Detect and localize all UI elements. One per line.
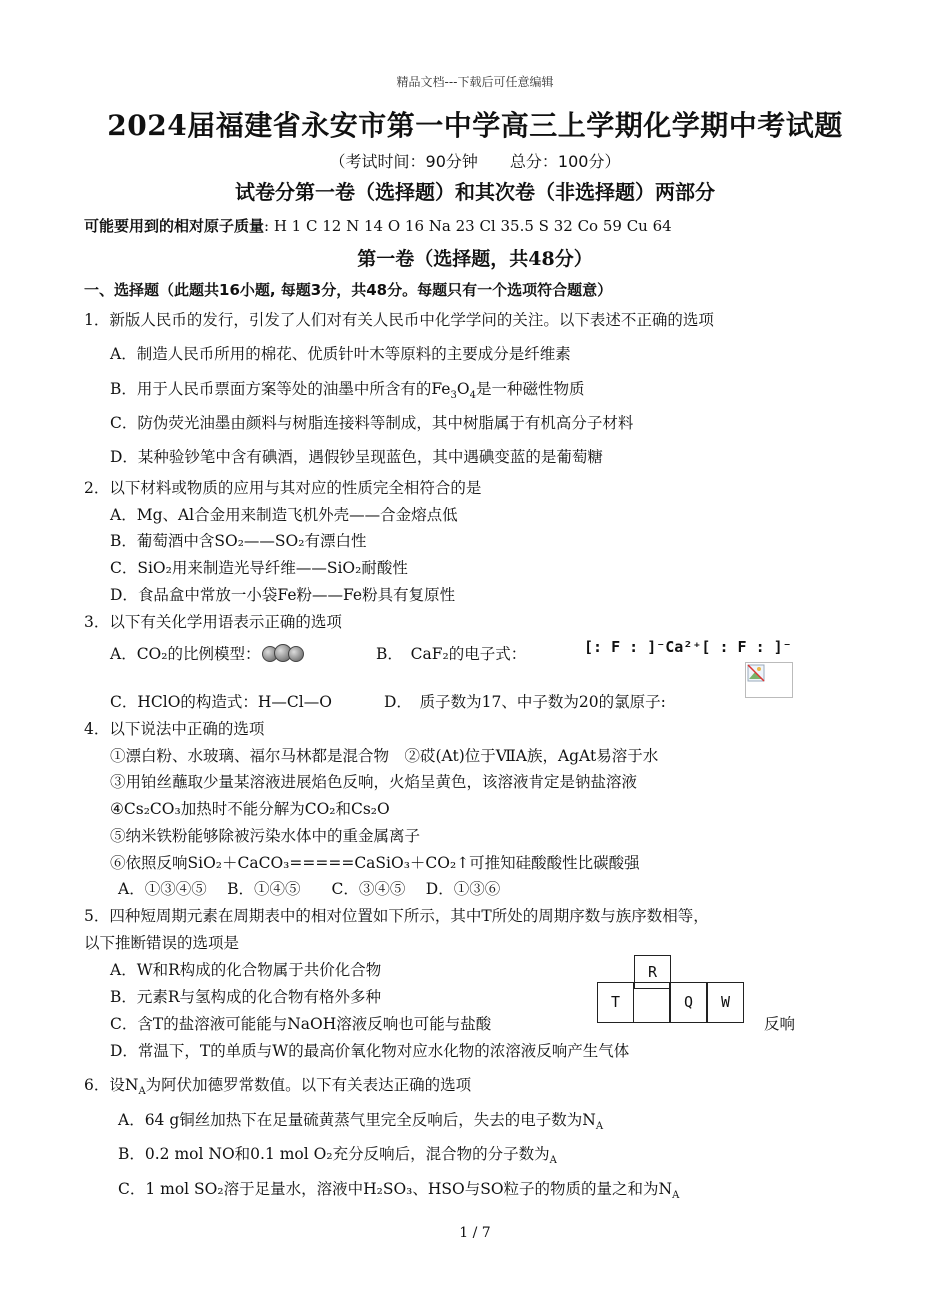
volume-title: 第一卷（选择题，共48分） (357, 248, 593, 270)
atomic-masses-label: 可能要用到的相对原子质量 (84, 217, 265, 235)
atomic-masses (84, 215, 672, 236)
q4-statement-4: ④Cs₂CO₃加热时不能分解为CO₂和Cs₂O (110, 800, 390, 818)
atomic-masses-values: : H 1 C 12 N 14 O 16 Na 23 Cl 35.5 S 32 Co 59 Cu 64 (264, 217, 672, 235)
cell-empty (633, 982, 670, 1023)
q2-option-b: B．葡萄酒中含SO₂——SO₂有漂白性 (110, 532, 367, 550)
q3-option-a (110, 642, 304, 666)
exam-time: （考试时间：90分钟 总分：100分） (329, 152, 621, 171)
q6-b-text: B．0.2 mol NO和0.1 mol O₂充分反响后，混合物的分子数为 (118, 1145, 550, 1163)
q1-option-d: D．某种验钞笔中含有碘酒，遇假钞呈现蓝色，其中遇碘变蓝的是葡萄糖 (110, 448, 603, 466)
cell-t: T (597, 982, 634, 1023)
q6-stem-post: 为阿伏加德罗常数值。以下有关表达正确的选项 (145, 1076, 472, 1094)
q1-b-post: 是一种磁性物质 (475, 380, 585, 398)
q6-option-a (118, 1108, 603, 1132)
q3-stem: 3．以下有关化学用语表示正确的选项 (84, 613, 342, 631)
caf2-electron-formula: [: F : ]⁻Ca²⁺[ : F : ]⁻ (584, 638, 792, 656)
q5-option-c-tail: 反响 (764, 1015, 796, 1033)
q6-c-text: C．1 mol SO₂溶于足量水，溶液中H₂SO₃、HSO与SO粒子的物质的量之和为N (118, 1180, 673, 1198)
q4-statement-6: ⑥依照反响SiO₂＋CaCO₃=====CaSiO₃＋CO₂↑可推知硅酸酸性比碳酸强 (110, 854, 640, 872)
q4-statement-3: ③用铂丝蘸取少量某溶液进展焰色反响，火焰呈黄色，该溶液肯定是钠盐溶液 (110, 773, 638, 791)
q1-b-sub2: 4 (469, 390, 476, 402)
header-note: 精品文档---下载后可任意编辑 (396, 75, 554, 89)
q6-option-b (118, 1142, 557, 1166)
q2-stem: 2．以下材料或物质的应用与其对应的性质完全相符合的是 (84, 479, 482, 497)
q5-option-c: C．含T的盐溶液可能能与NaOH溶液反响也可能与盐酸 (110, 1015, 492, 1033)
q6-c-sub: A (672, 1190, 680, 1202)
q6-stem-pre: 6．设N (84, 1076, 139, 1094)
q3-option-d: D． 质子数为17、中子数为20的氯原子: (384, 693, 666, 711)
q5-stem-line2: 以下推断错误的选项是 (84, 934, 240, 952)
q6-a-sub: A (595, 1121, 604, 1133)
q4-stem: 4．以下说法中正确的选项 (84, 720, 265, 738)
q1-option-c: C．防伪荧光油墨由颜料与树脂连接料等制成，其中树脂属于有机高分子材料 (110, 414, 634, 432)
q5-option-d: D．常温下，T的单质与W的最高价氧化物对应水化物的浓溶液反响产生气体 (110, 1042, 630, 1060)
cell-r: R (634, 955, 671, 989)
q1-b-sub1: 3 (450, 390, 457, 402)
q3-option-b: B． CaF₂的电子式： (376, 645, 527, 663)
q4-statement-1-2: ①漂白粉、水玻璃、福尔马林都是混合物 ②砹(At)位于ⅦA族，AgAt易溶于水 (110, 747, 659, 765)
q1-stem: 1．新版人民币的发行，引发了人们对有关人民币中化学学问的关注。以下表述不正确的选项 (84, 311, 714, 329)
q2-option-d: D．食品盒中常放一小袋Fe粉——Fe粉具有复原性 (110, 586, 456, 604)
q2-option-c: C．SiO₂用来制造光导纤维——SiO₂耐酸性 (110, 559, 408, 577)
q5-stem-line1: 5．四种短周期元素在周期表中的相对位置如下所示，其中T所处的周期序数与族序数相等， (84, 907, 709, 925)
q1-option-b (110, 377, 584, 401)
q4-options: A．①③④⑤ B．①④⑤ C．③④⑤ D．①③⑥ (118, 880, 501, 898)
q1-option-a: A．制造人民币所用的棉花、优质针叶木等原料的主要成分是纤维素 (110, 345, 571, 363)
q1-b-mid: O (456, 380, 470, 398)
page-number: 1 / 7 (459, 1225, 491, 1241)
cell-w: W (707, 982, 744, 1023)
section-title: 一、选择题（此题共16小题, 每题3分，共48分。每题只有一个选项符合题意） (84, 281, 613, 299)
exam-structure: 试卷分第一卷（选择题）和其次卷（非选择题）两部分 (235, 180, 715, 204)
q6-b-sub: A (549, 1155, 557, 1167)
q5-option-b: B．元素R与氢构成的化合物有格外多种 (110, 988, 382, 1006)
q5-option-a: A．W和R构成的化合物属于共价化合物 (110, 961, 382, 979)
q6-stem-sub: A (138, 1086, 146, 1098)
q6-a-text: A．64 g铜丝加热下在足量硫黄蒸气里完全反响后，失去的电子数为N (118, 1111, 596, 1129)
q2-option-a: A．Mg、Al合金用来制造飞机外壳——合金熔点低 (110, 506, 458, 524)
q6-option-c (118, 1177, 679, 1201)
co2-model-icon (266, 644, 304, 666)
broken-image-icon (745, 662, 793, 698)
cell-q: Q (670, 982, 707, 1023)
q1-b-pre: B．用于人民币票面方案等处的油墨中所含有的Fe (110, 380, 451, 398)
q4-statement-5: ⑤纳米铁粉能够除被污染水体中的重金属离子 (110, 827, 421, 845)
q3-a-label: A．CO₂的比例模型： (110, 645, 261, 663)
exam-title: 2024届福建省永安市第一中学高三上学期化学期中考试题 (107, 109, 843, 142)
q6-stem (84, 1073, 471, 1097)
q3-option-c: C．HClO的构造式：H—Cl—O (110, 693, 332, 711)
